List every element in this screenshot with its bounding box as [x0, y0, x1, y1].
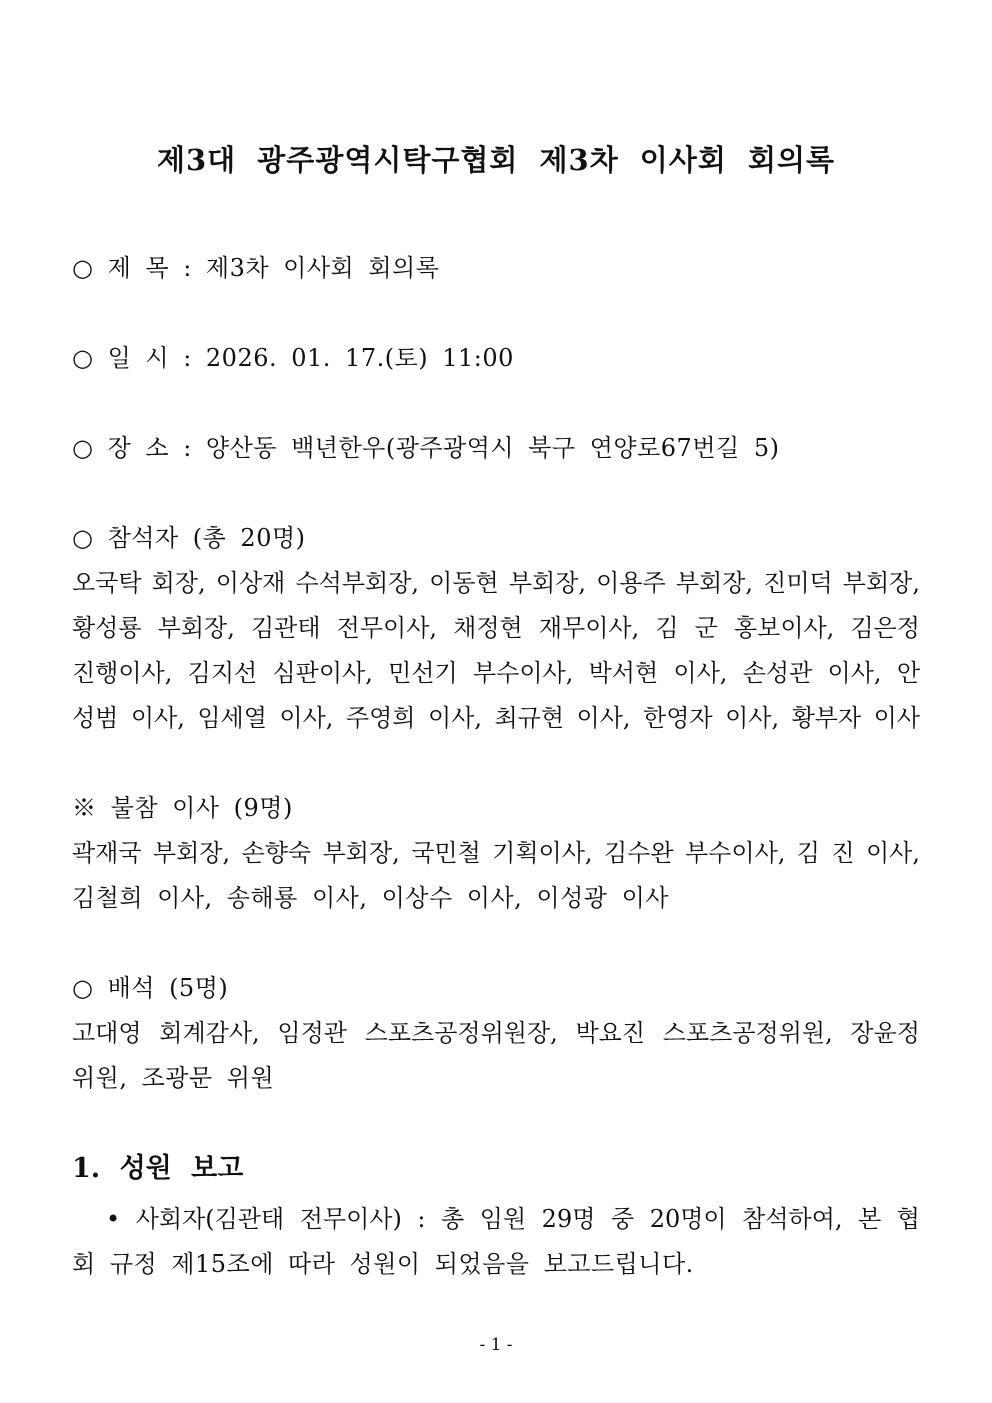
document-title: 제3대 광주광역시탁구협회 제3차 이사회 회의록: [156, 143, 835, 177]
attendees-line: 황성룡 부회장, 김관태 전무이사, 채정현 재무이사, 김 군 홍보이사, 김은정: [72, 614, 920, 642]
section-body-line: • 사회자(김관태 전무이사) : 총 임원 29명 중 20명이 참석하여, 본 협: [106, 1205, 920, 1233]
section-body-line: 회 규정 제15조에 따라 성원이 되었음을 보고드립니다.: [72, 1250, 694, 1278]
subject-line: ○ 제 목 : 제3차 이사회 회의록: [72, 254, 440, 282]
place-line: ○ 장 소 : 양산동 백년한우(광주광역시 북구 연양로67번길 5): [72, 434, 780, 462]
absent-line: 김철희 이사, 송해룡 이사, 이상수 이사, 이성광 이사: [72, 884, 669, 912]
observers-line: 고대영 회계감사, 임정관 스포츠공정위원장, 박요진 스포츠공정위원, 장윤정: [72, 1019, 920, 1047]
observers-line: 위원, 조광문 위원: [72, 1064, 275, 1092]
section-heading: 1. 성원 보고: [72, 1153, 244, 1184]
absent-heading: ※ 불참 이사 (9명): [72, 794, 293, 822]
datetime-line: ○ 일 시 : 2026. 01. 17.(토) 11:00: [72, 344, 514, 372]
observers-heading: ○ 배석 (5명): [72, 974, 229, 1002]
absent-line: 곽재국 부회장, 손향숙 부회장, 국민철 기획이사, 김수완 부수이사, 김 진 이사,: [72, 839, 920, 867]
attendees-line: 진행이사, 김지선 심판이사, 민선기 부수이사, 박서현 이사, 손성관 이사, 안: [72, 659, 920, 687]
attendees-heading: ○ 참석자 (총 20명): [72, 524, 306, 552]
attendees-line: 오국탁 회장, 이상재 수석부회장, 이동현 부회장, 이용주 부회장, 진미덕 부회장,: [72, 569, 920, 597]
page-number: - 1 -: [479, 1335, 513, 1355]
attendees-line: 성범 이사, 임세열 이사, 주영희 이사, 최규현 이사, 한영자 이사, 황부자 이사: [72, 704, 920, 732]
